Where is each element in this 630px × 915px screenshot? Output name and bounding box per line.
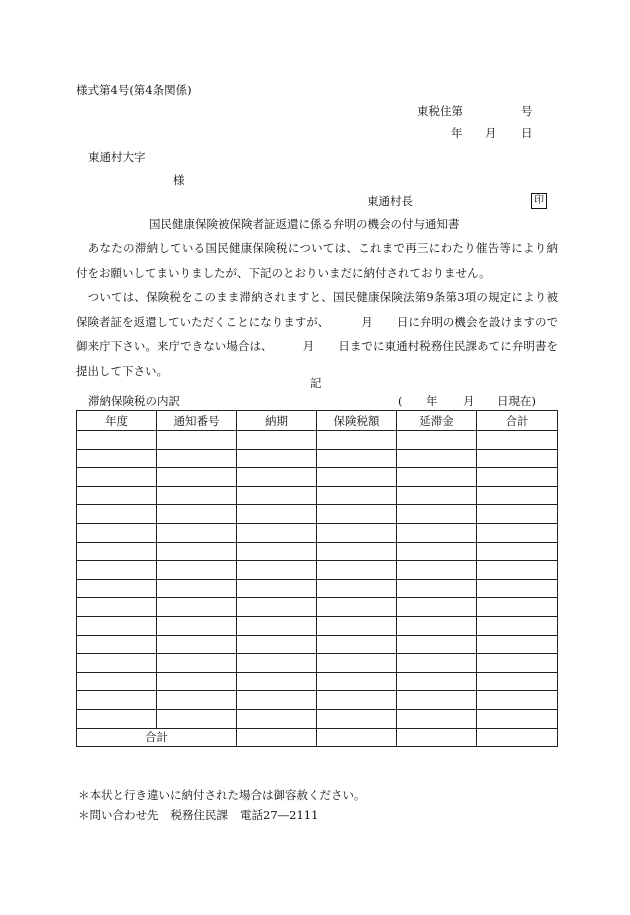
table-cell — [77, 579, 157, 598]
seal-mark: 印 — [531, 193, 547, 209]
table-cell — [317, 542, 397, 561]
table-cell — [477, 505, 558, 524]
paragraph-2-month2: 月 — [302, 339, 315, 353]
paragraph-1-text: あなたの滞納している国民健康保険税については、これまで再三にわたり催告等により納付をお願いしてまいりましたが、下記のとおりいまだに納付されておりません。 — [76, 241, 558, 280]
paragraph-2-month1: 月 — [361, 314, 373, 329]
header-late-fee: 延滞金 — [397, 411, 477, 431]
table-cell — [237, 561, 317, 580]
table-cell — [477, 635, 558, 654]
date-day: 日 — [521, 126, 533, 140]
ki-label: 記 — [310, 376, 322, 390]
table-cell — [77, 561, 157, 580]
table-row — [77, 486, 558, 505]
table-cell — [397, 505, 477, 524]
table-cell — [477, 468, 558, 487]
table-cell — [317, 598, 397, 617]
table-cell — [477, 579, 558, 598]
table-cell — [317, 691, 397, 710]
note-2-phone: 電話27―2111 — [240, 808, 319, 822]
table-cell — [317, 616, 397, 635]
table-cell — [477, 561, 558, 580]
table-cell — [77, 672, 157, 691]
table-cell — [157, 635, 237, 654]
form-label: 様式第4号(第4条関係) — [76, 83, 192, 97]
table-row — [77, 616, 558, 635]
table-cell — [77, 431, 157, 450]
table-total-row — [77, 728, 558, 747]
note-2-department: 税務住民課 — [170, 808, 228, 822]
table-row — [77, 468, 558, 487]
header-tax-amount: 保険税額 — [317, 411, 397, 431]
table-row — [77, 598, 558, 617]
table-cell — [157, 654, 237, 673]
paragraph-1 — [76, 236, 558, 285]
table-cell — [317, 431, 397, 450]
table-cell — [477, 431, 558, 450]
table-cell — [317, 468, 397, 487]
table-cell — [237, 672, 317, 691]
table-cell — [317, 561, 397, 580]
table-cell — [157, 431, 237, 450]
table-cell — [77, 654, 157, 673]
table-cell — [397, 449, 477, 468]
table-cell — [477, 486, 558, 505]
table-cell — [157, 468, 237, 487]
table-cell — [237, 449, 317, 468]
doc-number-suffix: 号 — [521, 104, 533, 118]
table-cell — [157, 616, 237, 635]
header-payment-period: 納期 — [237, 411, 317, 431]
table-row — [77, 542, 558, 561]
table-cell — [397, 561, 477, 580]
recipient-address: 東通村大字 — [88, 150, 146, 164]
table-cell — [397, 598, 477, 617]
table-cell — [317, 505, 397, 524]
table-cell — [237, 579, 317, 598]
table-cell — [397, 616, 477, 635]
table-cell — [397, 468, 477, 487]
total-label: 合計 — [77, 728, 237, 747]
table-cell — [77, 486, 157, 505]
table-cell — [237, 691, 317, 710]
table-cell — [477, 449, 558, 468]
table-cell — [77, 635, 157, 654]
table-cell — [477, 616, 558, 635]
table-row — [77, 505, 558, 524]
total-cell — [397, 728, 477, 747]
table-row — [77, 431, 558, 450]
table-cell — [77, 542, 157, 561]
sender-name: 東通村長 — [367, 194, 413, 208]
paragraph-2-part2: 日に弁明の機会を設けますので御来庁下さい。来庁できない場合は、 — [76, 314, 559, 353]
table-cell — [397, 709, 477, 728]
table-cell — [317, 654, 397, 673]
table-cell — [317, 635, 397, 654]
table-cell — [157, 579, 237, 598]
table-cell — [77, 616, 157, 635]
table-cell — [477, 672, 558, 691]
table-cell — [77, 523, 157, 542]
table-cell — [237, 598, 317, 617]
table-cell — [397, 635, 477, 654]
table-row — [77, 523, 558, 542]
paragraph-2-part1: ついては、保険税をこのまま滞納されますと、国民健康保険法第9条第3項の規定により被保険者証を返還していただくことになりますが、 — [76, 290, 558, 329]
table-cell — [397, 431, 477, 450]
table-cell — [237, 505, 317, 524]
note-1: ＊本状と行き違いに納付された場合は御容赦ください。 — [78, 788, 366, 802]
table-cell — [477, 654, 558, 673]
doc-number-prefix: 東税住第 — [417, 104, 463, 118]
table-body — [77, 431, 558, 729]
header-notice-number: 通知番号 — [157, 411, 237, 431]
table-row — [77, 635, 558, 654]
note-2 — [78, 810, 318, 822]
table-row — [77, 672, 558, 691]
table-row — [77, 691, 558, 710]
table-cell — [77, 449, 157, 468]
breakdown-year: 年 — [426, 394, 438, 408]
table-cell — [477, 691, 558, 710]
table-cell — [397, 523, 477, 542]
total-cell — [317, 728, 397, 747]
table-cell — [77, 468, 157, 487]
table-cell — [477, 709, 558, 728]
breakdown-label: 滞納保険税の内訳 — [88, 394, 180, 408]
table-row — [77, 561, 558, 580]
table-cell — [157, 561, 237, 580]
table-cell — [317, 579, 397, 598]
table-cell — [237, 616, 317, 635]
table-cell — [397, 486, 477, 505]
table-cell — [157, 449, 237, 468]
table-cell — [157, 486, 237, 505]
table-row — [77, 579, 558, 598]
table-cell — [477, 523, 558, 542]
table-cell — [317, 709, 397, 728]
document-title: 国民健康保険被保険者証返還に係る弁明の機会の付与通知書 — [149, 217, 460, 231]
table-row — [77, 449, 558, 468]
header-total: 合計 — [477, 411, 558, 431]
table-cell — [477, 542, 558, 561]
table-cell — [237, 523, 317, 542]
header-fiscal-year: 年度 — [77, 411, 157, 431]
table-cell — [157, 523, 237, 542]
table-cell — [157, 598, 237, 617]
table-cell — [397, 579, 477, 598]
arrears-table — [76, 410, 558, 747]
table-cell — [317, 449, 397, 468]
table-cell — [317, 486, 397, 505]
table-cell — [157, 672, 237, 691]
table-cell — [157, 709, 237, 728]
table-cell — [77, 709, 157, 728]
table-cell — [317, 523, 397, 542]
table-cell — [237, 635, 317, 654]
date-year: 年 — [451, 126, 463, 140]
date-month: 月 — [485, 126, 497, 140]
paragraph-2 — [76, 285, 558, 383]
recipient-honorific: 様 — [173, 173, 185, 187]
note-2-label: ＊問い合わせ先 — [78, 808, 159, 822]
table-cell — [157, 505, 237, 524]
table-cell — [77, 691, 157, 710]
table-cell — [157, 542, 237, 561]
table-row — [77, 654, 558, 673]
breakdown-month: 月 — [463, 394, 475, 408]
table-cell — [397, 542, 477, 561]
paragraph-2-part3: 日までに東通村税務住民課あてに弁明書を提出して下さい。 — [76, 339, 559, 378]
table-cell — [237, 709, 317, 728]
table-cell — [237, 486, 317, 505]
table-row — [77, 709, 558, 728]
breakdown-day-status: 日現在) — [497, 394, 536, 408]
table-cell — [397, 672, 477, 691]
table-cell — [237, 542, 317, 561]
table-cell — [477, 598, 558, 617]
table-cell — [237, 431, 317, 450]
table-cell — [237, 468, 317, 487]
table-cell — [77, 505, 157, 524]
table-cell — [77, 598, 157, 617]
breakdown-open-paren: ( — [398, 394, 403, 408]
table-header-row — [77, 411, 558, 431]
table-cell — [397, 654, 477, 673]
table-cell — [397, 691, 477, 710]
table-cell — [157, 691, 237, 710]
total-cell — [477, 728, 558, 747]
table-cell — [237, 654, 317, 673]
table-cell — [317, 672, 397, 691]
total-cell — [237, 728, 317, 747]
